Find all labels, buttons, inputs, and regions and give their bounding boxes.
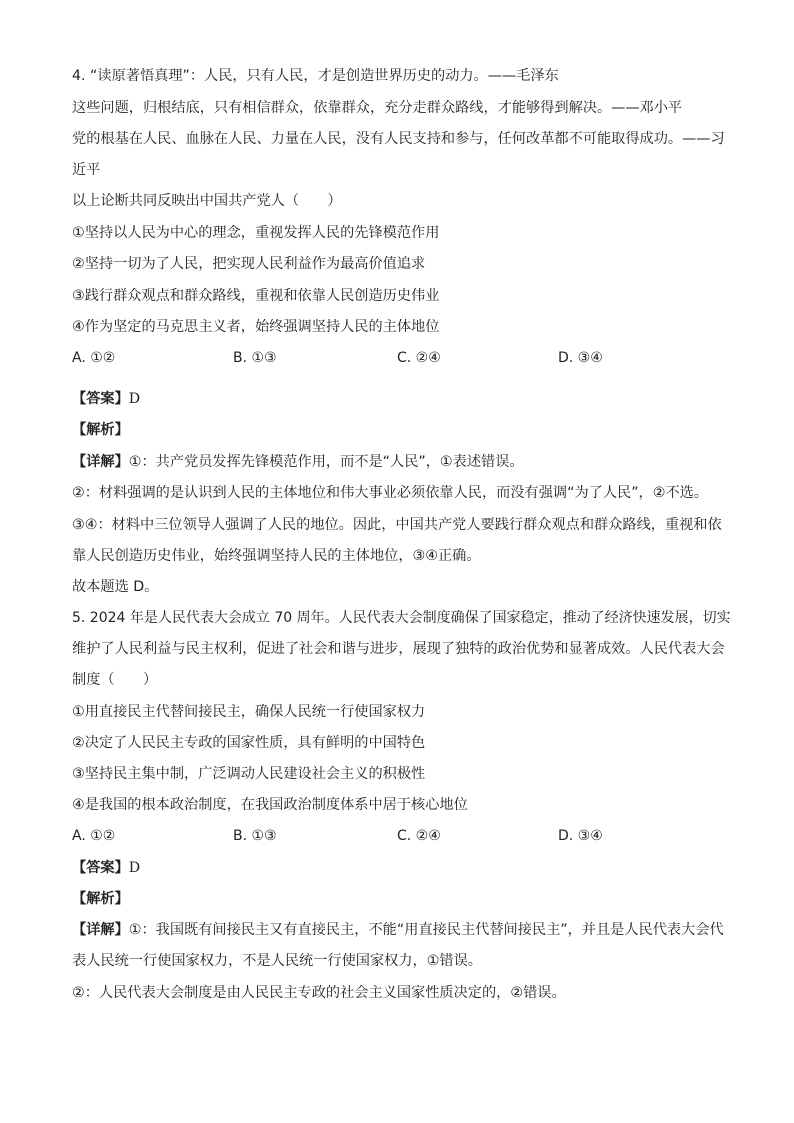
q4-option-b: B. ①③ [233, 350, 277, 366]
q5-analysis-label: 【解析】 [72, 891, 129, 907]
q4-answer-value: D [128, 391, 141, 407]
q5-item-3: ③坚持民主集中制，广泛调动人民建设社会主义的积极性 [72, 766, 426, 782]
q4-answer-tag: 【答案】 [72, 391, 129, 407]
q5-item-4: ④是我国的根本政治制度，在我国政治制度体系中居于核心地位 [72, 797, 468, 813]
q4-stem-line-3: 党的根基在人民、血脉在人民、力量在人民，没有人民支持和参与，任何改革都不可能取得成功。——习 [72, 131, 725, 147]
q4-detail-1-text: ①：共产党员发挥先锋模范作用，而不是“人民”，①表述错误。 [128, 454, 524, 470]
q4-detail-1 [72, 452, 732, 472]
q5-answer-value: D [128, 860, 141, 876]
q4-detail-3a: ③④：材料中三位领导人强调了人民的地位。因此，中国共产党人要践行群众观点和群众路线，重视和依 [72, 517, 722, 533]
q5-options [72, 826, 732, 846]
q4-item-4: ④作为坚定的马克思主义者，始终强调坚持人民的主体地位 [72, 319, 440, 335]
q5-option-b: B. ①③ [233, 828, 277, 844]
q5-detail-1b: 表人民统一行使国家权力，不是人民统一行使国家权力，①错误。 [72, 953, 482, 969]
q5-detail-1a [72, 920, 732, 940]
q5-stem-line-3: 制度（ ） [72, 672, 158, 688]
q5-option-a: A. ①② [72, 828, 116, 844]
q4-item-1: ①坚持以人民为中心的理念，重视发挥人民的先锋模范作用 [72, 225, 440, 241]
q4-detail-tag: 【详解】 [72, 454, 129, 470]
q4-stem-line-4: 近平 [72, 162, 101, 178]
q5-answer [72, 858, 732, 878]
q4-analysis-label: 【解析】 [72, 422, 129, 438]
q5-detail-2: ②：人民代表大会制度是由人民民主专政的社会主义国家性质决定的，②错误。 [72, 985, 566, 1001]
q4-stem-line-2: 这些问题，归根结底，只有相信群众，依靠群众，充分走群众路线，才能够得到解决。——邓小平 [72, 100, 683, 116]
q5-item-1: ①用直接民主代替间接民主，确保人民统一行使国家权力 [72, 704, 426, 720]
q4-conclusion: 故本题选 D。 [72, 579, 159, 595]
q5-item-2: ②决定了人民民主专政的国家性质，具有鲜明的中国特色 [72, 735, 426, 751]
q4-option-c: C. ②④ [397, 350, 441, 366]
q4-analysis-tag [72, 420, 732, 440]
q5-detail-tag: 【详解】 [72, 922, 129, 938]
q5-stem-line-1: 5. 2024 年是人民代表大会成立 70 周年。人民代表大会制度确保了国家稳定，推动了经济快速发展，切实 [72, 610, 731, 626]
q5-option-d: D. ③④ [558, 828, 603, 844]
q4-item-3: ③践行群众观点和群众路线，重视和依靠人民创造历史伟业 [72, 288, 440, 304]
q5-answer-tag: 【答案】 [72, 860, 129, 876]
q5-analysis-tag [72, 889, 732, 909]
q4-option-a: A. ①② [72, 350, 116, 366]
q5-stem-line-2: 维护了人民利益与民主权利，促进了社会和谐与进步，展现了独特的政治优势和显著成效。人民代表大会 [72, 641, 725, 657]
q4-stem-line-1: 4. “读原著悟真理”：人民，只有人民，才是创造世界历史的动力。——毛泽东 [72, 68, 559, 84]
q4-question: 以上论断共同反映出中国共产党人（ ） [72, 193, 342, 209]
q4-detail-2: ②：材料强调的是认识到人民的主体地位和伟大事业必须依靠人民，而没有强调“为了人民”，②不选。 [72, 485, 709, 501]
q4-option-d: D. ③④ [558, 350, 603, 366]
q4-item-2: ②坚持一切为了人民，把实现人民利益作为最高价值追求 [72, 256, 426, 272]
q4-detail-3b: 靠人民创造历史伟业，始终强调坚持人民的主体地位，③④正确。 [72, 548, 481, 564]
q5-option-c: C. ②④ [397, 828, 441, 844]
q5-detail-1a-text: ①：我国既有间接民主又有直接民主，不能“用直接民主代替间接民主”，并且是人民代表大会代 [128, 922, 724, 938]
q4-options [72, 348, 732, 368]
q4-answer [72, 389, 732, 409]
